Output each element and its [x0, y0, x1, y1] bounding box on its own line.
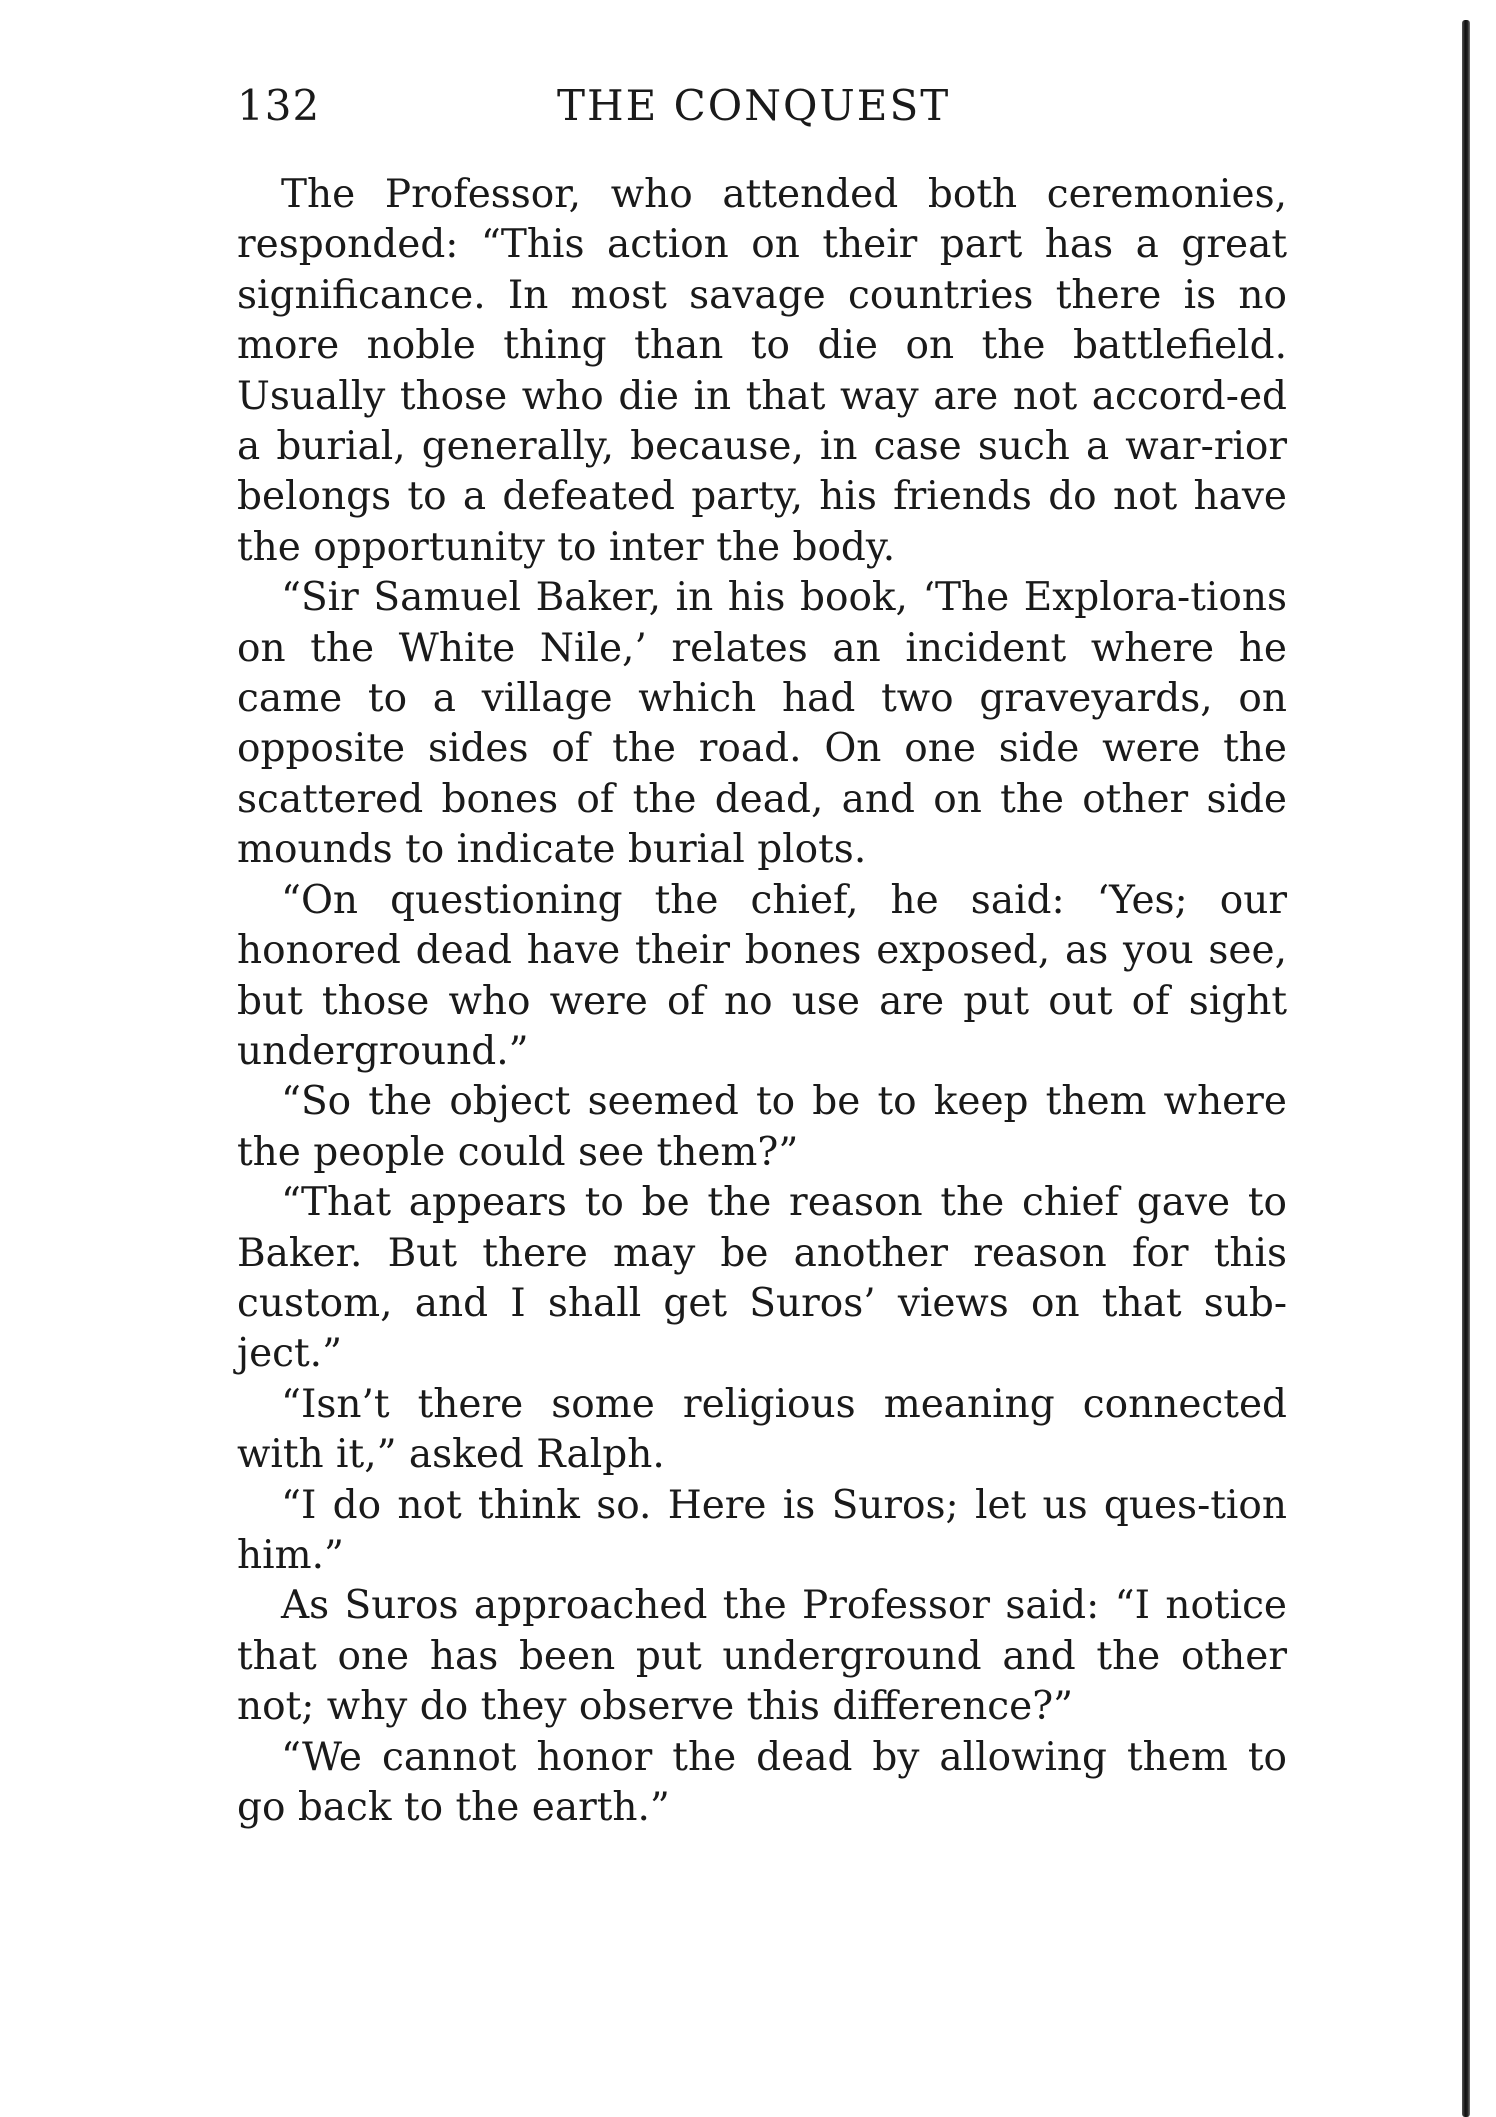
- running-title: THE CONQUEST: [557, 81, 951, 130]
- paragraph: “So the object seemed to be to keep them where the people could see them?”: [237, 1079, 1287, 1175]
- paragraph: “We cannot honor the dead by allowing them to go back to the earth.”: [237, 1734, 1287, 1830]
- paragraph: “That appears to be the reason the chief gave to Baker. But there may be another reason for this custom, and I shall get Suros’ views on that sub-ject.”: [237, 1180, 1287, 1377]
- paragraph: “I do not think so. Here is Suros; let us ques-tion him.”: [237, 1482, 1287, 1578]
- page-number: 132: [237, 81, 321, 130]
- paragraph: The Professor, who attended both ceremonies, responded: “This action on their part has a great significance. In most savage countries there is no more noble thing than to die on the battlefield. Usually those who die in that way are not accord-ed a burial, generally, because, in case such a war-rior belongs to a defeated party, his friends do not have the opportunity to inter the body.: [237, 172, 1287, 570]
- body-text: [237, 170, 1287, 1833]
- paragraph: “Isn’t there some religious meaning connected with it,” asked Ralph.: [237, 1381, 1287, 1478]
- running-head: [237, 80, 1287, 132]
- paragraph: “On questioning the chief, he said: ‘Yes; our honored dead have their bones exposed, as you see, but those who were of no use are put out of sight underground.”: [237, 877, 1287, 1074]
- page-binding-edge: [1462, 20, 1470, 2117]
- paragraph: As Suros approached the Professor said: “I notice that one has been put underground and the other not; why do they observe this difference?”: [237, 1583, 1287, 1730]
- paragraph: “Sir Samuel Baker, in his book, ‘The Explora-tions on the White Nile,’ relates an incident where he came to a village which had two graveyards, on opposite sides of the road. On one side were the scattered bones of the dead, and on the other side mounds to indicate burial plots.: [237, 575, 1287, 873]
